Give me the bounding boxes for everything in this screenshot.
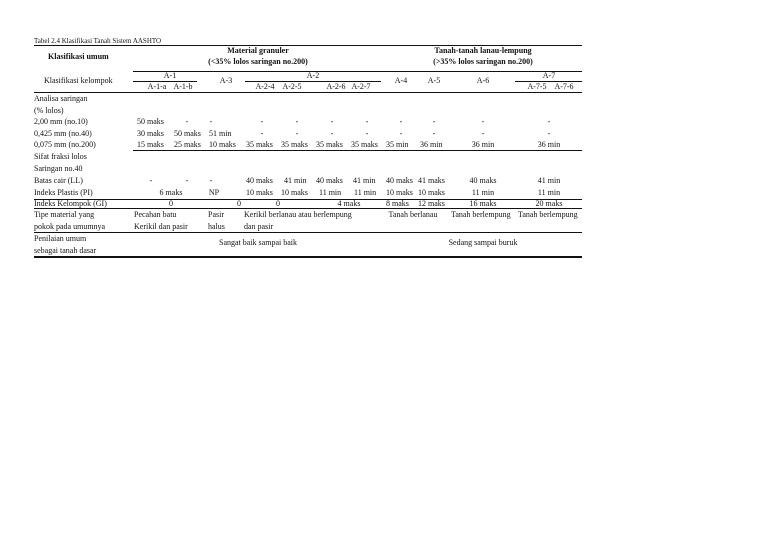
group-a4: A-4 [394, 76, 408, 85]
group-a7: A-7 [542, 71, 556, 80]
table-cell: - [209, 176, 213, 185]
group-a76: A-7-6 [554, 82, 574, 91]
table-cell: 0 [237, 199, 241, 208]
table-cell: 11 min [471, 188, 495, 197]
header-bottom-rule [34, 92, 582, 93]
table-cell: 41 maks [418, 176, 445, 185]
table-cell: - [481, 117, 485, 126]
granular-subtitle: (<35% lolos saringan no.200) [208, 57, 308, 66]
table-cell: 35 min [386, 140, 409, 149]
penilaian-label-2: sebagai tanah dasar [34, 246, 97, 255]
table-cell: - [399, 129, 403, 138]
table-cell: - [330, 117, 334, 126]
header-group-rule [133, 71, 582, 72]
sieve-no200-label: 0,075 mm (no.200) [34, 140, 96, 149]
table-cell: - [432, 129, 436, 138]
klasifikasi-kelompok-label: Klasifikasi kelompok [44, 76, 113, 85]
liquid-limit-label: Batas cair (LL) [34, 176, 83, 185]
saringan-no40-label: Saringan no.40 [34, 164, 83, 173]
table-cell: 10 maks [386, 188, 413, 197]
table-cell: 11 min [319, 188, 342, 197]
table-cell: 30 maks [137, 129, 164, 138]
klasifikasi-umum-heading: Klasifikasi umum [48, 52, 109, 61]
table-cell: - [547, 129, 551, 138]
table-cell: 16 maks [469, 199, 497, 208]
group-a75: A-7-5 [527, 82, 547, 91]
bottom-rule [34, 256, 582, 258]
table-cell: 50 maks [137, 117, 164, 126]
group-a26: A-2-6 [326, 82, 346, 91]
sifat-fraksi-label: Sifat fraksi lolos [34, 152, 87, 161]
table-cell: - [365, 117, 369, 126]
table-cell: 10 maks [418, 188, 445, 197]
material-a1-line1: Pecahan batu [134, 210, 177, 219]
material-lanau: Tanah berlanau [388, 210, 438, 219]
table-cell: 10 maks [246, 188, 273, 197]
table-cell: NP [208, 188, 220, 197]
table-cell: - [185, 176, 189, 185]
table-cell: - [260, 129, 264, 138]
tipe-material-label-1: Tipe material yang [34, 210, 95, 219]
table-cell: 12 maks [418, 199, 445, 208]
table-cell: - [260, 117, 264, 126]
pi-rule [34, 199, 582, 200]
lanau-title: Tanah-tanah lanau-lempung [434, 46, 532, 55]
table-cell: 11 min [354, 188, 377, 197]
group-a2: A-2 [306, 71, 320, 80]
group-a5: A-5 [427, 76, 441, 85]
material-a3-line1: Pasir [208, 210, 224, 219]
table-cell: 0 [276, 199, 280, 208]
tipe-material-label-2: pokok pada umumnya [34, 222, 106, 231]
table-cell: 6 maks [159, 188, 183, 197]
table-cell: - [295, 117, 299, 126]
rating-good: Sangat baik sampai baik [219, 238, 297, 247]
granular-title: Material granuler [227, 46, 289, 55]
sieve-no10-label: 2,00 mm (no.10) [34, 117, 88, 126]
table-cell: - [365, 129, 369, 138]
group-a1b: A-1-b [173, 82, 193, 91]
plasticity-index-label: Indeks Plastis (PI) [34, 188, 93, 197]
table-cell: 41 min [537, 176, 561, 185]
table-cell: - [432, 117, 436, 126]
table-cell: 41 min [284, 176, 307, 185]
table-cell: 41 min [353, 176, 376, 185]
table-cell: 36 min [420, 140, 443, 149]
material-a2-line2: dan pasir [244, 222, 274, 231]
table-cell: - [149, 176, 153, 185]
sieve-no40-label: 0,425 mm (no.40) [34, 129, 92, 138]
table-cell: 0 [169, 199, 173, 208]
material-rule [34, 232, 582, 233]
table-cell: 40 maks [246, 176, 273, 185]
table-cell: 35 maks [246, 140, 273, 149]
table-cell: 35 maks [351, 140, 378, 149]
table-cell: 8 maks [386, 199, 409, 208]
penilaian-label-1: Penilaian umum [34, 234, 87, 243]
table-cell: 40 maks [469, 176, 497, 185]
material-a1-line2: Kerikil dan pasir [134, 222, 188, 231]
table-cell: 36 min [471, 140, 495, 149]
table-cell: 25 maks [174, 140, 201, 149]
persen-lolos-label: (% lolos) [34, 106, 64, 115]
table-cell: 36 min [537, 140, 561, 149]
gi-rule [34, 208, 582, 209]
table-cell: - [185, 117, 189, 126]
table-cell: 10 maks [281, 188, 308, 197]
table-cell: 51 min [209, 129, 232, 138]
group-a3: A-3 [219, 76, 233, 85]
table-cell: 40 maks [316, 176, 343, 185]
table-cell: 11 min [537, 188, 561, 197]
group-a24: A-2-4 [255, 82, 275, 91]
group-index-label: Indeks Kelompok (GI) [34, 199, 107, 208]
table-cell: - [481, 129, 485, 138]
table-cell: 35 maks [316, 140, 343, 149]
group-a1: A-1 [163, 71, 177, 80]
table-caption: Tabel 2.4 Klasifikasi Tanah Sistem AASHTO [34, 37, 162, 45]
material-a3-line2: halus [208, 222, 225, 231]
table-cell: - [295, 129, 299, 138]
group-a25: A-2-5 [282, 82, 302, 91]
table-cell: 4 maks [337, 199, 361, 208]
sieve-rule [133, 150, 582, 151]
material-lempung-a6: Tanah berlempung [451, 210, 511, 219]
group-a1a: A-1-a [147, 82, 167, 91]
rating-fair: Sedang sampai buruk [448, 238, 518, 247]
table-cell: - [330, 129, 334, 138]
material-lempung-a7: Tanah berlempung [518, 210, 578, 219]
material-a2-line1: Kerikil berlanau atau berlempung [244, 210, 352, 219]
table-cell: 35 maks [281, 140, 308, 149]
table-cell: 50 maks [174, 129, 201, 138]
group-a6: A-6 [476, 76, 490, 85]
lanau-subtitle: (>35% lolos saringan no.200) [433, 57, 533, 66]
table-cell: 40 maks [386, 176, 413, 185]
table-cell: - [209, 117, 213, 126]
group-a27: A-2-7 [351, 82, 371, 91]
table-cell: 10 maks [209, 140, 236, 149]
table-cell: - [547, 117, 551, 126]
table-cell: - [399, 117, 403, 126]
table-cell: 15 maks [137, 140, 164, 149]
analisa-saringan-label: Analisa saringan [34, 94, 88, 103]
table-cell: 20 maks [535, 199, 563, 208]
